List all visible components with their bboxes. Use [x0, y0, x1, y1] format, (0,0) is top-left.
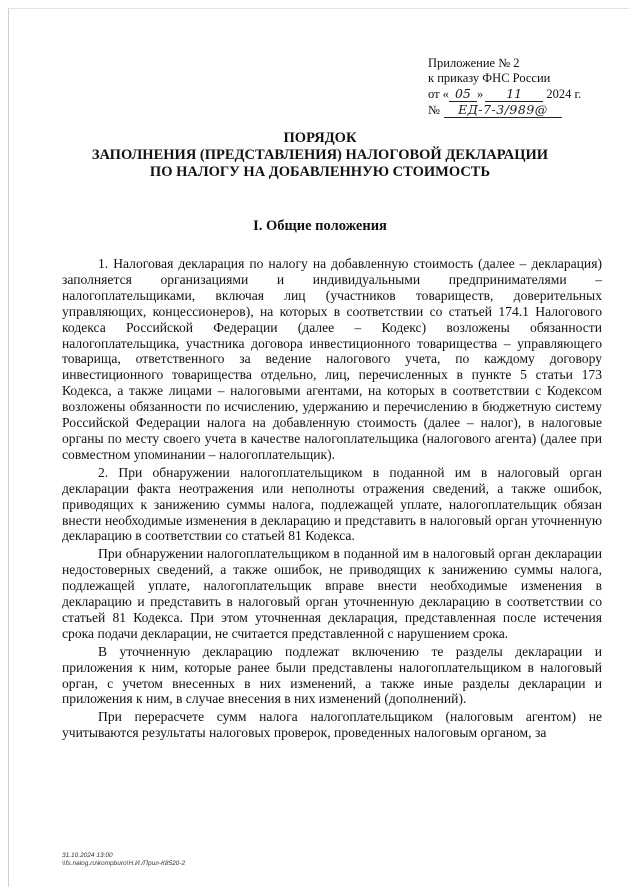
- annex-order-ref: к приказу ФНС России: [428, 71, 551, 85]
- footer-timestamp: 31.10.2024 13:00: [62, 852, 113, 859]
- annex-date-year: 2024 г.: [546, 87, 582, 101]
- paragraph-1: 1. Налоговая декларация по налогу на добавленную стоимость (далее – декларация) заполняется организациями и индивидуальными предпринимателями – налогоплательщиками, включая лиц (участников товариществ, доверительных управляющих, концессионеров), на которых в соответствии со статьей 174.1 Налогового кодекса Российской Федерации (далее – Кодекс) возложены обязанности налогоплательщика, участника договора инвестиционного товарищества – управляющего товарища, ответственного за ведение налогового учета, по каждому договору инвестиционного товарищества отдельно, лиц, перечисленных в пункте 5 статьи 173 Кодекса, а также лицами – налоговыми агентами, на которых в соответствии с Кодексом возложены обязанности по исчислению, удержанию и перечислению в бюджетную систему Российской Федерации налога на добавленную стоимость (далее – налог), в налоговые органы по месту своего учета в качестве налогоплательщика (налогового агента) (далее при совместном упоминании – налогоплательщик).: [62, 256, 602, 462]
- handwritten-order-number: ЕД-7-3/989@: [444, 102, 562, 118]
- annex-date: [428, 86, 581, 102]
- annex-title: Приложение № 2: [428, 56, 520, 70]
- footer-file-path: \\fs.nalog.ru\kompburo\Н.И./Прил-К8520-2: [62, 860, 186, 867]
- section-heading: I. Общие положения: [253, 218, 387, 234]
- title-line-2: ЗАПОЛНЕНИЯ (ПРЕДСТАВЛЕНИЯ) НАЛОГОВОЙ ДЕКЛАРАЦИИ: [91, 147, 549, 163]
- paragraph-2: 2. При обнаружении налогоплательщиком в поданной им в налоговый орган декларации факта неотражения или неполноты отражения сведений, а также ошибок, приводящих к занижению суммы налога, подлежащей уплате, налогоплательщик обязан внести необходимые изменения в декларацию и представить в налоговый орган уточненную декларацию в соответствии со статьей 81 Кодекса.: [62, 464, 602, 544]
- title-line-1: ПОРЯДОК: [283, 130, 357, 146]
- annex-number: [428, 102, 581, 118]
- document-title: [0, 130, 640, 181]
- annex-number-prefix: №: [428, 103, 440, 117]
- annex-date-mid: »: [476, 87, 484, 101]
- footer-file-info: [62, 852, 185, 868]
- paragraph-3: При обнаружении налогоплательщиком в поданной им в налоговый орган декларации недостоверных сведений, а также ошибок, не приводящих к занижению суммы налога, подлежащей уплате, налогоплательщик вправе внести необходимые изменения в декларацию и представить в налоговый орган уточненную декларацию в соответствии со статьей 81 Кодекса. При этом уточненная декларация, представленная после истечения срока подачи декларации, не считается представленной с нарушением срока.: [62, 546, 602, 641]
- handwritten-day: 05: [449, 86, 477, 102]
- paragraph-5: При перерасчете сумм налога налогоплательщиком (налоговым агентом) не учитываются результаты налоговых проверок, проведенных налоговым органом, за: [62, 709, 602, 741]
- handwritten-month: 11: [485, 86, 543, 102]
- body-text: [62, 256, 602, 741]
- title-line-3: ПО НАЛОГУ НА ДОБАВЛЕННУЮ СТОИМОСТЬ: [149, 164, 491, 180]
- annex-block: [428, 56, 581, 118]
- annex-date-prefix: от «: [428, 87, 449, 101]
- paragraph-4: В уточненную декларацию подлежат включению те разделы декларации и приложения к ним, которые ранее были представлены налогоплательщиком в налоговый орган, с учетом внесенных в них изменений, а также иные разделы декларации и приложения к ним, в случае внесения в них изменений (дополнений).: [62, 643, 602, 707]
